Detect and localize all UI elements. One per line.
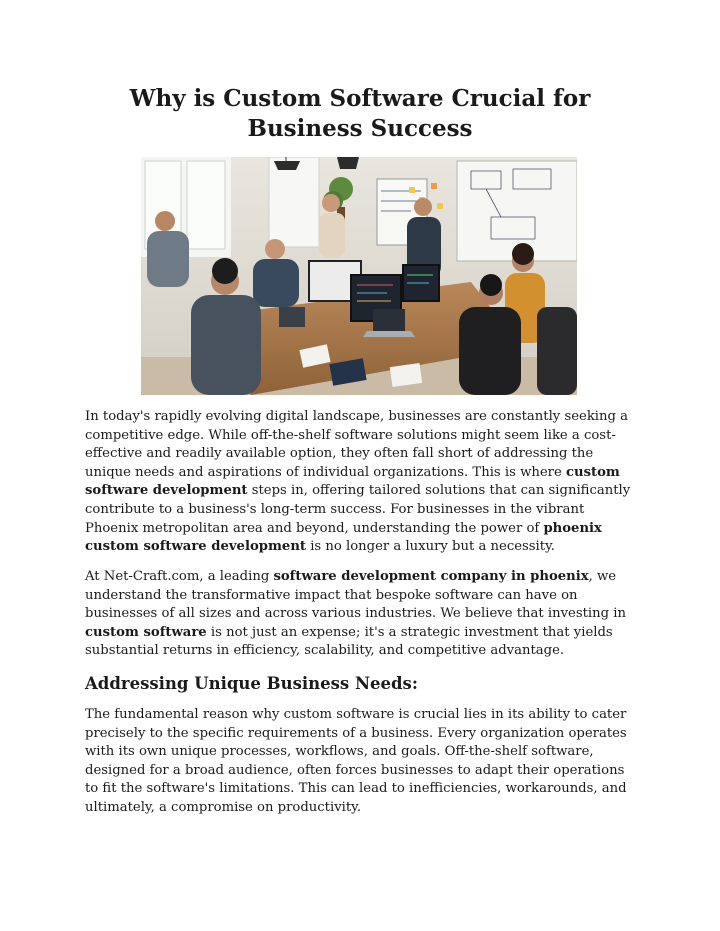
link-phoenix-custom-software-development: phoenix custom software development	[85, 520, 602, 555]
about-text-3: is not just an expense; it's a strategic investment that yields substantial returns in efficiency, scalability, and competitive advantage.	[85, 624, 613, 659]
intro-paragraph	[85, 408, 640, 557]
about-text-2: , we understand the transformative impact that bespoke software can have on businesses of all sizes and across various industries. We believe that investing in	[85, 569, 626, 622]
intro-text-2: steps in, offering tailored solutions that can significantly contribute to a business's long-term success. For businesses in the vibrant Phoenix metropolitan area and beyond, understanding the power of	[85, 483, 631, 536]
hero-image	[141, 157, 577, 395]
link-software-development-company: software development company in phoenix	[273, 569, 589, 584]
link-custom-software-development: custom software development	[85, 464, 620, 499]
page-title: Why is Custom Software Crucial for Business Success	[129, 85, 591, 142]
office-team-illustration	[141, 157, 577, 395]
link-custom-software: custom software	[85, 624, 207, 640]
about-text-1: At Net-Craft.com, a leading	[85, 569, 274, 584]
section-heading: Addressing Unique Business Needs:	[85, 674, 418, 693]
section-paragraph: The fundamental reason why custom software is crucial lies in its ability to cater precisely to the specific requirements of a business. Every organization operates with its own unique processes, workflows, and goals. Off-the-shelf software, designed for a broad audience, often forces businesses to adapt their operations to fit the software's limitations. This can lead to inefficiencies, workarounds, and ultimately, a compromise on productivity.	[85, 707, 627, 815]
intro-text-1: In today's rapidly evolving digital landscape, businesses are constantly seeking a competitive edge. While off-the-shelf software solutions might seem like a cost-effective and readily available option, they often fall short of addressing the unique needs and aspirations of individual organizations. This is where	[85, 409, 629, 480]
about-paragraph	[85, 568, 640, 661]
intro-text-3: is no longer a luxury but a necessity.	[306, 539, 555, 555]
